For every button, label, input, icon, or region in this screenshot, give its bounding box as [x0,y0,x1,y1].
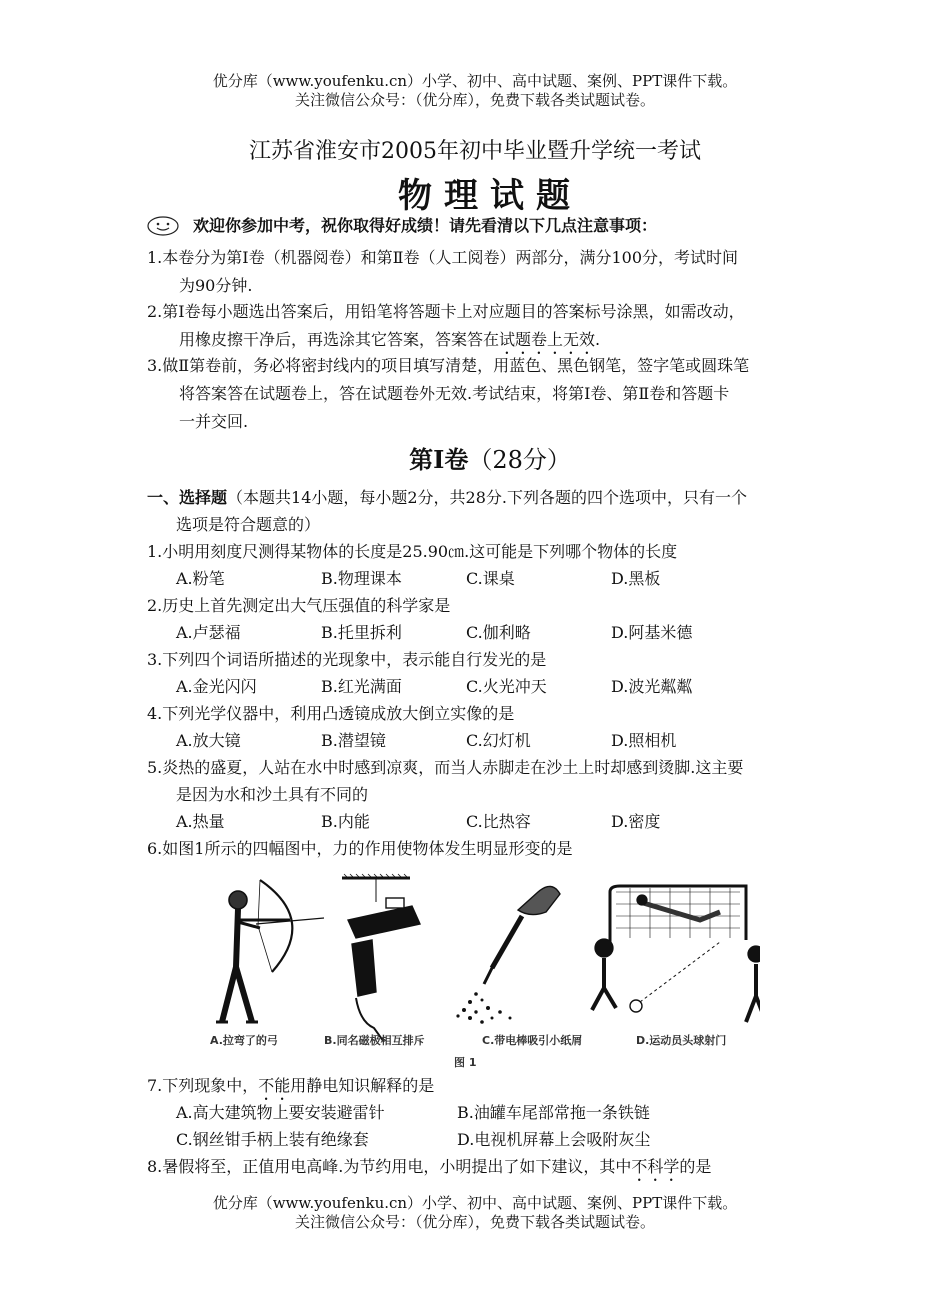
header-line-1: 优分库（www.youfenku.cn）小学、初中、高中试题、案例、PPT课件下载。 [212,72,738,90]
figure-label: 图 1 [454,1056,477,1069]
question-text: 用静电知识解释的是 [290,1076,435,1095]
charged-rod-drawing [456,886,560,1023]
smiley-icon [147,216,179,236]
part-description [147,484,837,538]
option-d: D.黑板 [611,569,661,588]
footer-line-1: 优分库（www.youfenku.cn）小学、初中、高中试题、案例、PPT课件下载。 [212,1194,738,1212]
question-2: 2.历史上首先测定出大气压强值的科学家是 [147,596,451,615]
option-d: D.照相机 [611,731,677,750]
option-d: D.密度 [611,812,661,831]
option-a: A.金光闪闪 [176,677,257,696]
notice-text: 第Ⅰ卷每小题选出答案后，用铅笔将答题卡上对应题目的答案标号涂黑，如需改动， [162,302,745,321]
question-text: 7.下列现象中， [147,1076,259,1095]
notice-text: . [595,330,601,349]
option-c: C.幻灯机 [466,731,531,750]
notice-number: 1. [147,248,163,267]
question-3: 3.下列四个词语所描述的光现象中，表示能自行发光的是 [147,650,547,669]
figure-1 [200,872,760,1068]
exam-title: 江苏省淮安市2005年初中毕业暨升学统一考试 [249,139,701,164]
notice-text: 为90分钟. [179,276,253,295]
option-c: C.钢丝钳手柄上装有绝缘套 [176,1130,369,1149]
section-name: 第Ⅰ卷 [409,445,469,474]
question-1: 1.小明用刻度尺测得某物体的长度是25.90㎝.这可能是下列哪个物体的长度 [147,542,678,561]
option-d: D.电视机屏幕上会吸附灰尘 [457,1130,651,1149]
section-score: （28分） [468,446,571,474]
section-title [0,440,950,475]
notice-text: 一并交回. [179,412,249,431]
archer-drawing [216,880,324,1022]
option-a: A.粉笔 [176,569,225,588]
option-d: D.阿基米德 [611,623,693,642]
emphasis-text: 试题卷上无效 [499,330,596,349]
soccer-drawing [592,886,760,1022]
question-text: 是因为水和沙土具有不同的 [176,785,369,804]
question-6: 6.如图1所示的四幅图中，力的作用使物体发生明显形变的是 [147,839,573,858]
subject-title: 物理试题 [398,176,582,216]
footer-line-2: 关注微信公众号：（优分库），免费下载各类试题试卷。 [294,1213,655,1231]
part-desc-text: 选项是符合题意的） [176,515,321,534]
option-c: C.比热容 [466,812,531,831]
part-desc-text: （本题共14小题，每小题2分，共28分.下列各题的四个选项中，只有一个 [227,488,748,507]
figure-1-illustration [200,872,760,1050]
question-text: 的是 [679,1157,712,1176]
option-b: B.油罐车尾部常拖一条铁链 [457,1103,650,1122]
option-a: A.卢瑟福 [176,623,241,642]
option-a: A.高大建筑物上要安装避雷针 [176,1103,385,1122]
option-b: B.红光满面 [321,677,402,696]
notice-text: 本卷分为第Ⅰ卷（机器阅卷）和第Ⅱ卷（人工阅卷）两部分，满分100分，考试时间 [162,248,739,267]
notice-text: 做Ⅱ第卷前，务必将密封线内的项目填写清楚，用蓝色、黑色钢笔，签字笔或圆珠笔 [162,356,750,375]
question-text: 8.暑假将至，正值用电高峰.为节约用电，小明提出了如下建议，其中 [147,1157,632,1176]
notice-text: 将答案答在试题卷上，答在试题卷外无效.考试结束，将第Ⅰ卷、第Ⅱ卷和答题卡 [179,384,730,403]
notice-text: 用橡皮擦干净后，再选涂其它答案，答案答在 [179,330,500,349]
option-b: B.内能 [321,812,370,831]
question-5 [147,754,847,808]
part-label: 一、选择题 [147,488,228,507]
option-c: C.课桌 [466,569,515,588]
option-b: B.物理课本 [321,569,402,588]
question-8 [147,1153,847,1185]
option-d: D.波光粼粼 [611,677,693,696]
notice-number: 3. [147,356,163,375]
option-a: A.放大镜 [176,731,241,750]
notice-number: 2. [147,302,163,321]
option-c: C.伽利略 [466,623,531,642]
welcome-line [147,214,847,238]
notice-3 [147,352,837,436]
question-text: 5.炎热的盛夏，人站在水中时感到凉爽，而当人赤脚走在沙土上时却感到烫脚.这主要 [147,758,744,777]
header-line-2: 关注微信公众号：（优分库），免费下载各类试题试卷。 [294,91,655,109]
notice-1 [147,244,837,300]
welcome-text: 欢迎你参加中考，祝你取得好成绩！请先看清以下几点注意事项： [193,216,658,235]
option-a: A.热量 [176,812,225,831]
option-b: B.托里拆利 [321,623,402,642]
option-b: B.潜望镜 [321,731,386,750]
magnets-drawing [342,874,420,1042]
caption-c: C.带电棒吸引小纸屑 [482,1034,583,1047]
emphasis-text: 不科学 [631,1157,680,1176]
caption-d: D.运动员头球射门 [636,1034,727,1047]
caption-a: A.拉弯了的弓 [210,1034,278,1047]
question-4: 4.下列光学仪器中，利用凸透镜成放大倒立实像的是 [147,704,515,723]
option-c: C.火光冲天 [466,677,547,696]
notice-2 [147,298,837,358]
caption-b: B.同名磁极相互排斥 [324,1034,425,1047]
emphasis-text: 不能 [258,1076,291,1095]
